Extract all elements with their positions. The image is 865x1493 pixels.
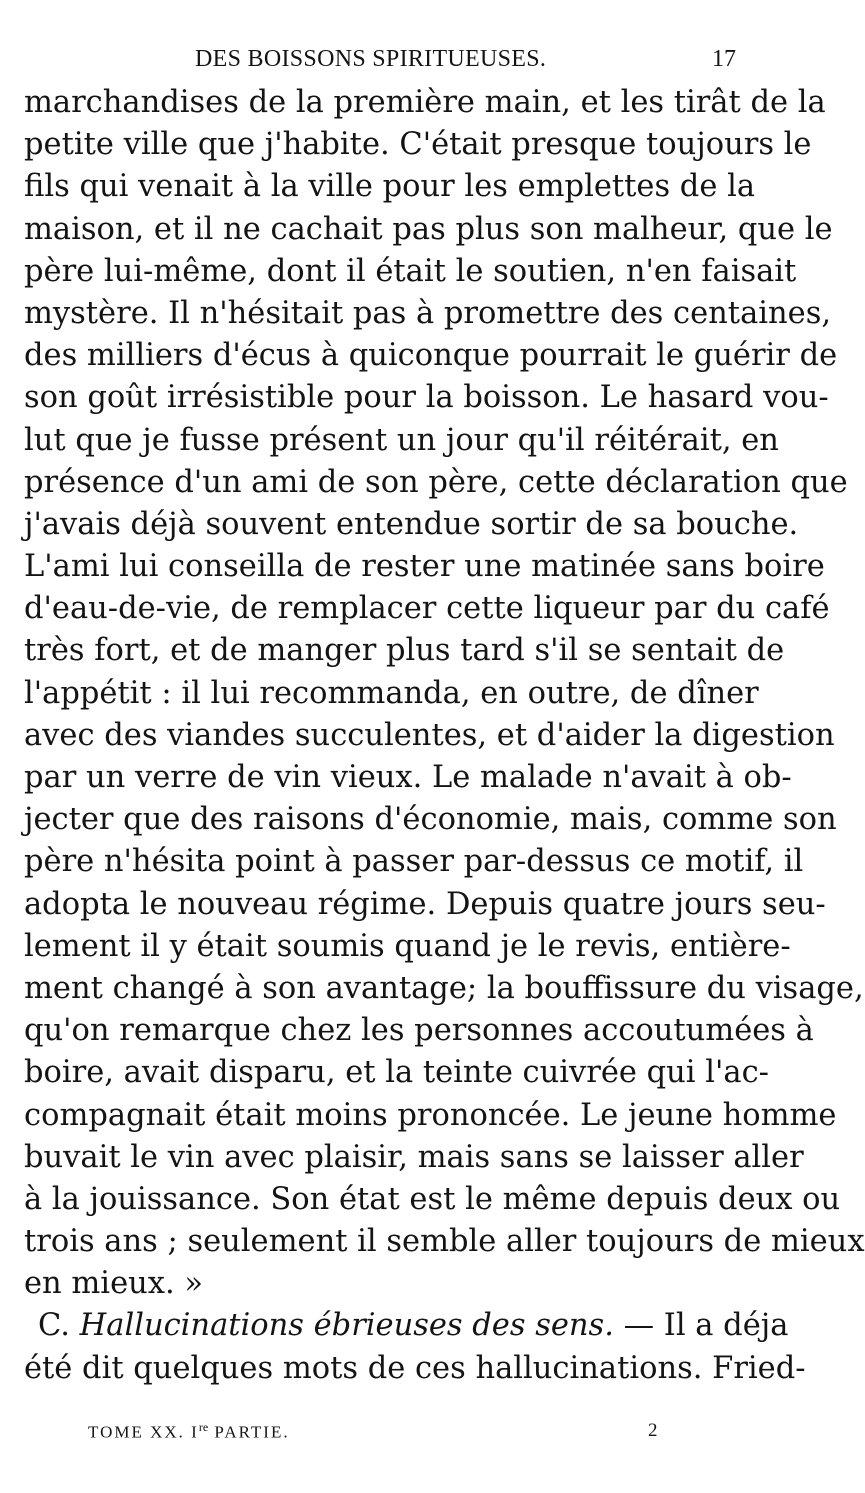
part-number: I <box>191 1422 199 1442</box>
body-text <box>24 82 865 1390</box>
text-line: très fort, et de manger plus tard s'il se sentait de <box>24 633 785 669</box>
text-line: compagnait était moins prononcée. Le jeune homme <box>24 1097 837 1133</box>
page-header <box>0 42 800 82</box>
text-line: j'avais déjà souvent entendue sortir de sa bouche. <box>24 506 799 542</box>
text-line: adopta le nouveau régime. Depuis quatre jours seu- <box>24 886 826 922</box>
text-line: trois ans ; seulement il semble aller toujours de mieux <box>24 1224 865 1260</box>
text-line: son goût irrésistible pour la boisson. Le hasard vou- <box>24 380 829 416</box>
volume-label: TOME XX. <box>88 1422 185 1442</box>
part-word: PARTIE. <box>214 1422 290 1442</box>
text-line: fils qui venait à la ville pour les emplettes de la <box>24 169 756 205</box>
text-line: lement il y était soumis quand je le revis, entière- <box>24 928 791 964</box>
text-line: à la jouissance. Son état est le même depuis deux ou <box>24 1181 841 1217</box>
text-line: maison, et il ne cachait pas plus son malheur, que le <box>24 211 833 247</box>
text-line: avec des viandes succulentes, et d'aider la digestion <box>24 717 835 753</box>
text-line: en mieux. » <box>24 1266 204 1302</box>
text-line: boire, avait disparu, et la teinte cuivrée qui l'ac- <box>24 1055 769 1091</box>
section-text-start: — Il a déja <box>623 1308 789 1344</box>
text-line: des milliers d'écus à quiconque pourrait le guérir de <box>24 338 838 374</box>
paragraph-continued <box>24 82 865 1305</box>
volume-part-label <box>88 1420 290 1443</box>
section-label: C. <box>38 1308 70 1344</box>
text-line: père n'hésita point à passer par-dessus ce motif, il <box>24 844 804 880</box>
text-line: marchandises de la première main, et les tirât de la <box>24 85 826 120</box>
page-number: 17 <box>712 46 736 72</box>
text-line: jecter que des raisons d'économie, mais, comme son <box>24 802 837 838</box>
text-line: lut que je fusse présent un jour qu'il réitérait, en <box>24 422 779 458</box>
text-line: l'appétit : il lui recommanda, en outre, de dîner <box>24 675 759 711</box>
signature-mark: 2 <box>648 1420 658 1441</box>
running-head: DES BOISSONS SPIRITUEUSES. <box>195 46 547 72</box>
section-subheading-line <box>24 1305 789 1347</box>
text-line: d'eau-de-vie, de remplacer cette liqueur par du café <box>24 591 830 627</box>
text-line: buvait le vin avec plaisir, mais sans se laisser aller <box>24 1139 804 1175</box>
text-line: qu'on remarque chez les personnes accoutumées à <box>24 1013 814 1049</box>
text-line: mystère. Il n'hésitait pas à promettre des centaines, <box>24 295 832 331</box>
text-line: présence d'un ami de son père, cette déclaration que <box>24 464 848 500</box>
part-superscript: re <box>198 1420 209 1434</box>
text-line: par un verre de vin vieux. Le malade n'avait à ob- <box>24 760 792 795</box>
text-line: L'ami lui conseilla de rester une matinée sans boire <box>24 549 825 585</box>
text-line: ment changé à son avantage; la bouffissure du visage, <box>24 970 864 1006</box>
text-line: père lui-même, dont il était le soutien, n'en faisait <box>24 253 797 289</box>
section-title: Hallucinations ébrieuses des sens. <box>79 1308 614 1344</box>
text-line: été dit quelques mots de ces hallucinations. Fried- <box>24 1350 806 1386</box>
page-footer <box>0 1412 800 1452</box>
text-line: petite ville que j'habite. C'était presque toujours le <box>24 127 812 163</box>
